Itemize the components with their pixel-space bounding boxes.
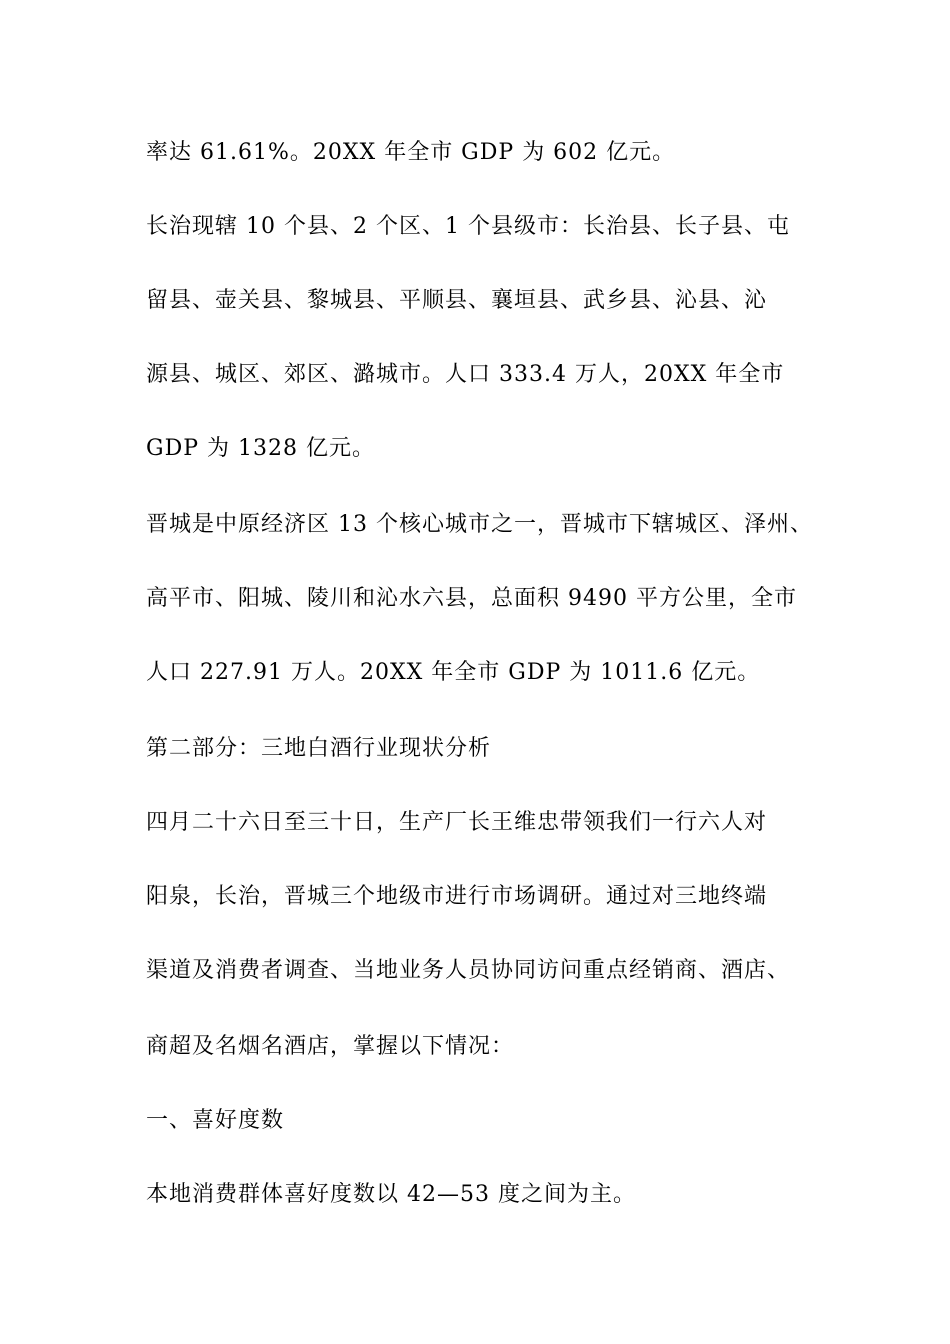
text-line-changzhi-gdp: GDP 为 1328 亿元。 [146,436,375,461]
text-line-gdp-rate: 率达 61.61%。20XX 年全市 GDP 为 602 亿元。 [146,140,676,165]
text-line-survey-cities: 阳泉，长治，晋城三个地级市进行市场调研。通过对三地终端 [146,884,768,909]
section-heading-part-two: 第二部分：三地白酒行业现状分析 [146,736,492,761]
text-line-jincheng-gdp: 人口 227.91 万人。20XX 年全市 GDP 为 1011.6 亿元。 [146,660,761,685]
text-line-jincheng-area: 高平市、阳城、陵川和沁水六县，总面积 9490 平方公里，全市 [146,586,797,611]
subheading-preferred-proof: 一、喜好度数 [146,1108,285,1133]
text-line-survey-intro: 四月二十六日至三十日，生产厂长王维忠带领我们一行六人对 [146,810,768,835]
text-line-changzhi-population: 源县、城区、郊区、潞城市。人口 333.4 万人，20XX 年全市 [146,362,785,387]
text-line-changzhi-counties-2: 留县、壶关县、黎城县、平顺县、襄垣县、武乡县、沁县、沁 [146,288,768,313]
text-line-survey-channels: 渠道及消费者调查、当地业务人员协同访问重点经销商、酒店、 [146,958,791,983]
text-line-jincheng-intro: 晋城是中原经济区 13 个核心城市之一，晋城市下辖城区、泽州、 [146,512,813,537]
text-line-survey-findings: 商超及名烟名酒店，掌握以下情况： [146,1034,515,1059]
text-line-preferred-proof: 本地消费群体喜好度数以 42—53 度之间为主。 [146,1182,636,1207]
text-line-changzhi-counties: 长治现辖 10 个县、2 个区、1 个县级市：长治县、长子县、屯 [146,214,790,239]
